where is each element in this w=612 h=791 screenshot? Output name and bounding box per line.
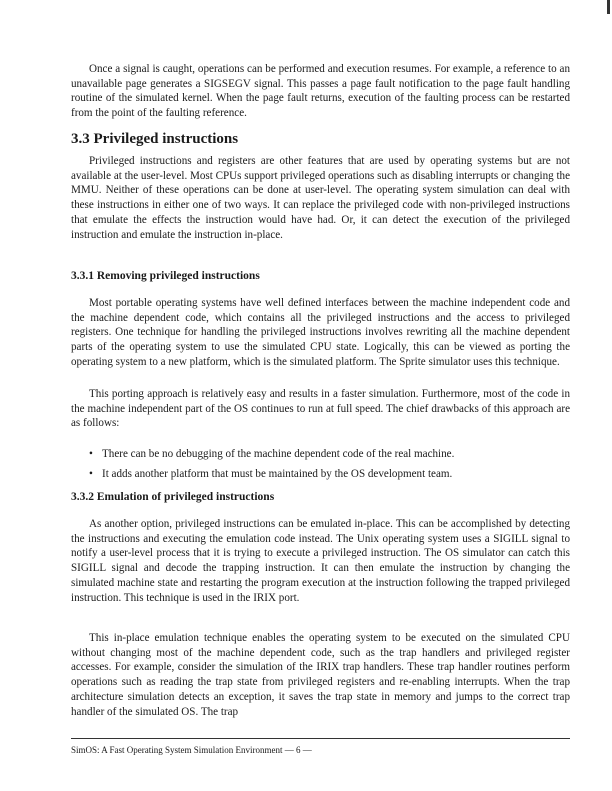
- paragraph-in-place: This in-place emulation technique enables the operating system to be executed on the simulated CPU without changing most of the machine dependent code, such as the trap handlers and privileged register accesses. For example, consider the simulation of the IRIX trap handlers. These trap handler routines perform operations such as reading the trap state from privileged registers and re-enabling interrupts. When the trap architecture simulation detects an exception, it saves the trap state in memory and jumps to the correct trap handler of the simulated OS. The trap: [71, 632, 570, 718]
- paragraph-privileged-intro: Privileged instructions and registers are other features that are used by operating systems but are not available at the user-level. Most CPUs support privileged operations such as disabling interrupts or changing the MMU. Neither of these operations can be done at user-level. The operating system simulation can deal with these instructions in either one of two ways. It can replace the privileged code with non-privileged instructions that emulate the effects the instruction would have had. Or, it can detect the execution of the privileged instruction and emulate the instruction in-place.: [71, 155, 570, 241]
- paragraph-removing: Most portable operating systems have well defined interfaces between the machine independent code and the machine dependent code, which contains all the privileged instructions and the access to privileged registers. One technique for handling the privileged instructions involves rewriting all the machine dependent parts of the operating system to use the simulated CPU state. Logically, this can be viewed as porting the operating system to a new platform, which is the simulated platform. The Sprite simulator uses this technique.: [71, 297, 570, 368]
- list-item: • There can be no debugging of the machine dependent code of the real machine.: [89, 447, 569, 467]
- paragraph-porting: This porting approach is relatively easy and results in a faster simulation. Furthermore, most of the code in the machine independent part of the OS continues to run at full speed. The chief drawbacks of this approach are as follows:: [71, 388, 570, 430]
- subsection-heading-3-3-1: 3.3.1 Removing privileged instructions: [71, 270, 260, 282]
- paragraph-emulation: As another option, privileged instructions can be emulated in-place. This can be accomplished by detecting the instructions and executing the emulation code instead. The Unix operating system uses a SIGILL signal to notify a user-level process that it is trying to execute a privileged instruction. The OS simulator can catch this SIGILL signal and decode the trapping instruction. It can then emulate the instruction by changing the simulated machine state and restarting the program execution at the instruction following the trapped privileged instruction. This technique is used in the IRIX port.: [71, 518, 570, 604]
- paragraph-signal-caught: Once a signal is caught, operations can be performed and execution resumes. For example, a reference to an unavailable page generates a SIGSEGV signal. This passes a page fault notification to the page fault handling routine of the simulated kernel. When the page fault returns, execution of the faulting process can be restarted from the point of the faulting reference.: [71, 63, 570, 120]
- page-footer: SimOS: A Fast Operating System Simulation Environment — 6 —: [71, 745, 312, 755]
- list-item: • It adds another platform that must be maintained by the OS development team.: [89, 467, 569, 487]
- footer-divider: [71, 738, 570, 739]
- scan-edge-mark: [607, 0, 610, 14]
- subsection-heading-3-3-2: 3.3.2 Emulation of privileged instructions: [71, 491, 275, 503]
- drawbacks-list: [89, 447, 569, 487]
- section-heading-3-3: 3.3 Privileged instructions: [71, 131, 239, 147]
